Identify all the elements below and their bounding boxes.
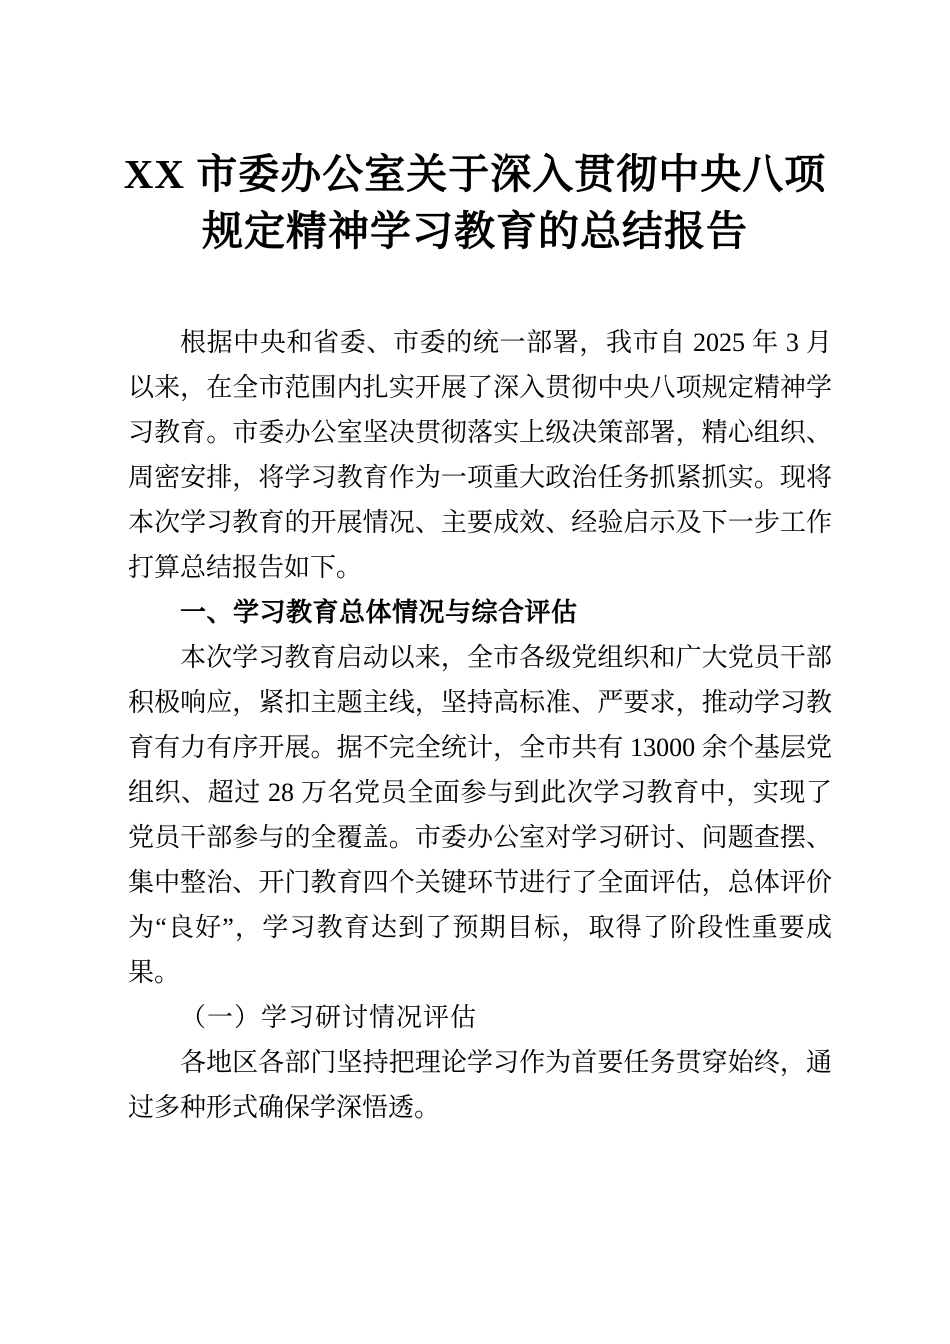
paragraph-introduction: 根据中央和省委、市委的统一部署，我市自 2025 年 3 月以来，在全市范围内扎实开展了深入贯彻中央八项规定精神学习教育。市委办公室坚决贯彻落实上级决策部署，精心组织、周密安排，将学习教育作为一项重大政治任务抓紧抓实。现将本次学习教育的开展情况、主要成效、经验启示及下一步工作打算总结报告如下。: [128, 328, 832, 582]
section-heading-overall-evaluation: 一、学习教育总体情况与综合评估: [180, 597, 578, 627]
paragraph-overall-situation: 本次学习教育启动以来，全市各级党组织和广大党员干部积极响应，紧扣主题主线，坚持高标准、严要求，推动学习教育有力有序开展。据不完全统计，全市共有 13000 余个基层党组织、超过 28 万名党员全面参与到此次学习教育中，实现了党员干部参与的全覆盖。市委办公室对学习研讨、问题查摆、集中整治、开门教育四个关键环节进行了全面评估，总体评价为“良好”，学习教育达到了预期目标，取得了阶段性重要成果。: [128, 643, 832, 987]
document-body: [128, 320, 832, 1130]
paragraph-study-discussion: 各地区各部门坚持把理论学习作为首要任务贯穿始终，通过多种形式确保学深悟透。: [128, 1048, 832, 1122]
subsection-heading-study-discussion-evaluation: （一）学习研讨情况评估: [180, 1003, 478, 1032]
document-title: XX 市委办公室关于深入贯彻中央八项规定精神学习教育的总结报告: [123, 151, 827, 254]
